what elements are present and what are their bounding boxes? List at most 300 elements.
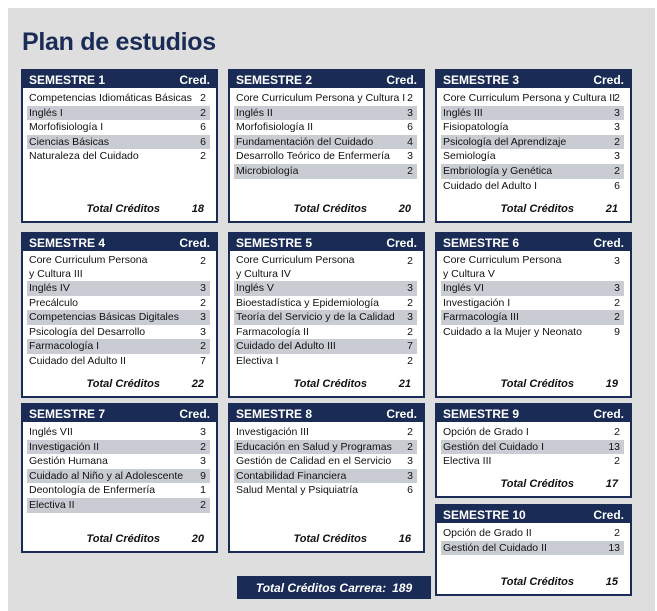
- course-name-line: Electiva II: [29, 498, 75, 511]
- course-credits: 3: [407, 469, 413, 482]
- total-label: Total Créditos: [293, 378, 367, 390]
- course-name: [443, 254, 561, 281]
- course-name-line: Microbiología: [236, 164, 299, 177]
- course-credits: 6: [200, 121, 206, 134]
- course-name-line: Inglés III: [443, 106, 483, 119]
- semester-total: [437, 203, 624, 217]
- semester-name: SEMESTRE 9: [443, 406, 520, 421]
- total-label: Total Créditos: [293, 533, 367, 545]
- semester-header: [230, 71, 423, 88]
- semester-card: [435, 504, 632, 596]
- course-row: [27, 106, 210, 121]
- course-name-line: Opción de Grado I: [443, 426, 529, 438]
- course-name-line: Farmacología II: [236, 325, 309, 338]
- career-total-value: 189: [392, 580, 413, 595]
- cred-header: Cred.: [593, 507, 624, 522]
- course-name-line: Inglés VII: [29, 426, 73, 438]
- course-name: [236, 483, 358, 498]
- course-credits: 2: [407, 296, 413, 309]
- total-label: Total Créditos: [500, 478, 574, 490]
- course-row: [27, 339, 210, 354]
- course-name: [443, 164, 552, 179]
- semester-name: SEMESTRE 4: [29, 235, 106, 250]
- course-credits: 2: [407, 92, 413, 104]
- course-row: [441, 440, 624, 455]
- course-credits: 2: [407, 325, 413, 338]
- course-name: [236, 339, 336, 354]
- course-credits: 2: [407, 354, 413, 367]
- course-name-line: Naturaleza del Cuidado: [29, 150, 139, 163]
- course-row: [234, 106, 417, 121]
- course-row: [234, 164, 417, 179]
- course-row: [441, 454, 624, 469]
- course-name: [236, 164, 298, 179]
- cred-header: Cred.: [179, 406, 210, 421]
- course-name: [29, 440, 99, 455]
- course-name-line: Inglés II: [236, 106, 273, 119]
- total-value: 21: [605, 203, 618, 215]
- course-name-line: Gestión de Calidad en el Servicio: [236, 455, 392, 468]
- course-credits: 2: [407, 255, 413, 267]
- course-name: [236, 135, 373, 150]
- semester-name: SEMESTRE 8: [236, 406, 313, 421]
- course-row: [234, 254, 417, 281]
- course-credits: 2: [407, 164, 413, 177]
- course-name: [29, 120, 103, 135]
- course-row: [27, 325, 210, 340]
- semester-total: [23, 533, 210, 547]
- course-credits: 2: [614, 527, 620, 539]
- course-name-line: Competencias Básicas Digitales: [29, 311, 179, 324]
- total-value: 22: [191, 378, 204, 390]
- course-name: [236, 354, 279, 369]
- course-name: [29, 91, 192, 106]
- course-credits: 2: [614, 296, 620, 309]
- course-row: [234, 325, 417, 340]
- course-credits: 9: [614, 325, 620, 338]
- total-value: 17: [605, 478, 618, 490]
- semester-header: [437, 405, 630, 422]
- career-total-label: Total Créditos Carrera:: [255, 580, 387, 595]
- course-name: [443, 281, 484, 296]
- course-name-line: Psicología del Aprendizaje: [443, 135, 567, 148]
- cred-header: Cred.: [179, 72, 210, 87]
- course-credits: 3: [407, 455, 413, 468]
- course-row: [234, 91, 417, 106]
- cred-header: Cred.: [593, 406, 624, 421]
- cred-header: Cred.: [386, 235, 417, 250]
- course-name: [236, 296, 379, 311]
- course-row: [234, 135, 417, 150]
- course-row: [27, 149, 210, 164]
- course-credits: 6: [200, 135, 206, 148]
- course-row: [441, 281, 624, 296]
- course-name-line: Core Curriculum Persona y Cultura I: [236, 92, 406, 104]
- total-label: Total Créditos: [86, 203, 160, 215]
- cred-header: Cred.: [593, 235, 624, 250]
- course-row: [234, 454, 417, 469]
- course-name-line: Competencias Idiomáticas Básicas: [29, 92, 192, 104]
- total-value: 19: [605, 378, 618, 390]
- course-credits: 3: [200, 311, 206, 324]
- semester-card: [435, 69, 632, 223]
- course-credits: 1: [200, 484, 206, 497]
- course-row: [27, 425, 210, 440]
- course-name: [236, 91, 405, 106]
- course-name-line: Farmacología I: [29, 340, 100, 353]
- course-name-line: Cuidado del Adulto III: [236, 340, 336, 353]
- course-name-line: Opción de Grado II: [443, 527, 532, 539]
- course-row: [27, 440, 210, 455]
- course-name: [29, 135, 109, 150]
- course-name-line: Farmacología III: [443, 311, 519, 324]
- course-row: [234, 281, 417, 296]
- course-name-line: Electiva III: [443, 455, 492, 468]
- course-credits: 3: [407, 106, 413, 119]
- course-row: [441, 310, 624, 325]
- course-credits: 13: [608, 440, 620, 453]
- course-list: [441, 526, 624, 555]
- course-row: [441, 254, 624, 281]
- course-name: [236, 440, 392, 455]
- course-name-line: Inglés IV: [29, 282, 70, 294]
- course-list: [441, 91, 624, 193]
- course-row: [441, 91, 624, 106]
- course-name-line: Embriología y Genética: [443, 164, 553, 177]
- course-credits: 9: [200, 469, 206, 482]
- course-name-line: Morfofisiología II: [236, 121, 314, 134]
- course-name: [236, 310, 395, 325]
- total-label: Total Créditos: [500, 203, 574, 215]
- course-name: [443, 91, 615, 106]
- course-name: [443, 179, 537, 194]
- cred-header: Cred.: [593, 72, 624, 87]
- course-name-line: Salud Mental y Psiquiatría: [236, 484, 358, 497]
- course-row: [27, 120, 210, 135]
- course-credits: 3: [200, 426, 206, 438]
- total-value: 15: [605, 576, 618, 588]
- course-name-line: Deontología de Enfermería: [29, 484, 156, 497]
- course-credits: 2: [200, 150, 206, 163]
- course-name-line: Educación en Salud y Programas: [236, 440, 392, 453]
- course-name-line: Gestión del Cuidado II: [443, 541, 547, 554]
- course-list: [27, 425, 210, 513]
- course-credits: 2: [614, 455, 620, 468]
- course-name-line: Morfofisiología I: [29, 121, 104, 134]
- course-name-line: Gestión Humana: [29, 455, 108, 468]
- course-credits: 6: [407, 484, 413, 497]
- course-name: [29, 310, 179, 325]
- course-name: [236, 325, 309, 340]
- course-name-line: y Cultura IV: [236, 267, 291, 280]
- course-row: [27, 454, 210, 469]
- course-name-line: Fisiopatología: [443, 121, 509, 134]
- semester-name: SEMESTRE 1: [29, 72, 106, 87]
- course-name: [443, 454, 491, 469]
- course-credits: 2: [200, 255, 206, 267]
- course-name: [29, 469, 183, 484]
- course-name-line: Inglés VI: [443, 282, 484, 294]
- course-row: [27, 135, 210, 150]
- page-title: Plan de estudios: [22, 28, 216, 56]
- course-row: [27, 91, 210, 106]
- course-row: [234, 120, 417, 135]
- semester-name: SEMESTRE 6: [443, 235, 520, 250]
- course-credits: 3: [200, 455, 206, 468]
- course-credits: 3: [614, 121, 620, 134]
- course-name-line: Core Curriculum Persona: [236, 254, 355, 266]
- course-credits: 3: [614, 150, 620, 163]
- course-name-line: Investigación II: [29, 440, 100, 453]
- course-row: [234, 310, 417, 325]
- course-name-line: Gestión del Cuidado I: [443, 440, 544, 453]
- course-row: [441, 149, 624, 164]
- course-credits: 2: [200, 92, 206, 104]
- total-value: 21: [398, 378, 411, 390]
- course-credits: 7: [407, 340, 413, 353]
- course-list: [27, 91, 210, 164]
- course-row: [234, 339, 417, 354]
- course-name: [29, 498, 75, 513]
- semester-card: [228, 403, 425, 553]
- semester-total: [23, 203, 210, 217]
- course-name-line: Precálculo: [29, 296, 79, 309]
- course-list: [234, 425, 417, 498]
- semester-total: [437, 378, 624, 392]
- course-row: [27, 281, 210, 296]
- total-label: Total Créditos: [293, 203, 367, 215]
- course-credits: 13: [608, 541, 620, 554]
- course-credits: 2: [614, 135, 620, 148]
- semester-header: [23, 234, 216, 251]
- course-credits: 2: [200, 296, 206, 309]
- semester-total: [437, 576, 624, 590]
- course-name: [236, 149, 390, 164]
- course-name-line: Core Curriculum Persona: [29, 254, 148, 266]
- total-label: Total Créditos: [500, 576, 574, 588]
- course-row: [234, 425, 417, 440]
- course-credits: 2: [200, 498, 206, 511]
- course-name: [443, 526, 532, 541]
- course-credits: 2: [614, 426, 620, 438]
- course-credits: 2: [614, 164, 620, 177]
- course-name: [443, 106, 483, 121]
- total-label: Total Créditos: [86, 378, 160, 390]
- semester-card: [435, 403, 632, 498]
- course-credits: 6: [614, 179, 620, 192]
- course-credits: 3: [407, 150, 413, 163]
- course-name-line: Cuidado a la Mujer y Neonato: [443, 325, 582, 338]
- course-row: [27, 254, 210, 281]
- course-credits: 7: [200, 354, 206, 367]
- course-name: [29, 296, 78, 311]
- course-row: [441, 120, 624, 135]
- course-row: [234, 354, 417, 369]
- course-name-line: Semiología: [443, 150, 496, 163]
- semester-header: [230, 234, 423, 251]
- semester-total: [23, 378, 210, 392]
- course-name-line: Bioestadística y Epidemiología: [236, 296, 379, 309]
- course-name-line: Contabilidad Financiera: [236, 469, 347, 482]
- semester-name: SEMESTRE 2: [236, 72, 313, 87]
- course-name: [29, 254, 147, 281]
- course-list: [441, 425, 624, 469]
- course-name: [29, 339, 99, 354]
- course-name-line: Electiva I: [236, 354, 279, 367]
- semester-total: [230, 203, 417, 217]
- course-name: [236, 425, 309, 440]
- semester-name: SEMESTRE 10: [443, 507, 526, 522]
- course-name: [443, 120, 508, 135]
- course-row: [441, 526, 624, 541]
- course-row: [441, 135, 624, 150]
- course-name-line: Fundamentación del Cuidado: [236, 135, 374, 148]
- semester-name: SEMESTRE 5: [236, 235, 313, 250]
- course-name: [236, 120, 313, 135]
- career-total: [237, 576, 431, 599]
- course-credits: 3: [614, 106, 620, 119]
- course-name: [29, 106, 63, 121]
- course-row: [441, 164, 624, 179]
- course-name: [443, 541, 547, 556]
- course-name: [236, 454, 391, 469]
- course-credits: 2: [407, 440, 413, 453]
- course-name-line: Investigación III: [236, 426, 309, 438]
- course-name-line: Cuidado al Niño y al Adolescente: [29, 469, 184, 482]
- course-list: [27, 254, 210, 369]
- course-row: [27, 469, 210, 484]
- course-name-line: Inglés V: [236, 282, 274, 294]
- total-value: 20: [398, 203, 411, 215]
- course-name: [236, 469, 346, 484]
- semester-name: SEMESTRE 3: [443, 72, 520, 87]
- course-name: [29, 149, 139, 164]
- semester-header: [230, 405, 423, 422]
- course-row: [27, 498, 210, 513]
- semester-header: [437, 234, 630, 251]
- total-value: 20: [191, 533, 204, 545]
- course-row: [27, 354, 210, 369]
- course-row: [27, 310, 210, 325]
- cred-header: Cred.: [386, 72, 417, 87]
- semester-header: [437, 71, 630, 88]
- course-name-line: Investigación I: [443, 296, 511, 309]
- course-name-line: y Cultura V: [443, 267, 495, 280]
- plan-page: [8, 8, 655, 611]
- semester-card: [228, 69, 425, 223]
- course-credits: 3: [407, 311, 413, 324]
- course-name: [443, 310, 519, 325]
- semester-total: [437, 478, 624, 492]
- course-name-line: Teoría del Servicio y de la Calidad: [236, 311, 395, 324]
- course-name-line: Cuidado del Adulto I: [443, 179, 537, 192]
- semester-total: [230, 533, 417, 547]
- course-credits: 3: [200, 325, 206, 338]
- course-row: [27, 483, 210, 498]
- course-credits: 2: [407, 426, 413, 438]
- course-list: [441, 254, 624, 339]
- course-name: [236, 106, 273, 121]
- course-name: [443, 440, 544, 455]
- semester-card: [21, 232, 218, 398]
- course-credits: 2: [200, 106, 206, 119]
- semester-card: [21, 403, 218, 553]
- course-row: [441, 296, 624, 311]
- course-row: [234, 483, 417, 498]
- course-name: [29, 425, 73, 440]
- course-row: [441, 106, 624, 121]
- total-label: Total Créditos: [500, 378, 574, 390]
- semester-card: [228, 232, 425, 398]
- course-list: [234, 91, 417, 179]
- course-name: [236, 254, 354, 281]
- course-name-line: Psicología del Desarrollo: [29, 325, 146, 338]
- course-credits: 2: [200, 440, 206, 453]
- course-credits: 4: [407, 135, 413, 148]
- course-row: [234, 469, 417, 484]
- course-row: [27, 296, 210, 311]
- course-name: [443, 135, 566, 150]
- course-credits: 2: [200, 340, 206, 353]
- course-credits: 2: [614, 311, 620, 324]
- total-value: 16: [398, 533, 411, 545]
- course-credits: 6: [407, 121, 413, 134]
- total-value: 18: [191, 203, 204, 215]
- cred-header: Cred.: [179, 235, 210, 250]
- cred-header: Cred.: [386, 406, 417, 421]
- course-credits: 2: [614, 92, 620, 104]
- course-row: [234, 440, 417, 455]
- course-credits: 3: [200, 282, 206, 294]
- semester-total: [230, 378, 417, 392]
- semester-card: [21, 69, 218, 223]
- course-name: [29, 454, 108, 469]
- semester-card: [435, 232, 632, 398]
- course-credits: 3: [407, 282, 413, 294]
- course-name: [29, 325, 145, 340]
- course-row: [441, 179, 624, 194]
- course-credits: 3: [614, 282, 620, 294]
- course-name: [443, 325, 582, 340]
- course-credits: 3: [614, 255, 620, 267]
- course-row: [234, 149, 417, 164]
- course-name: [443, 149, 496, 164]
- course-name-line: Core Curriculum Persona: [443, 254, 562, 266]
- course-name: [443, 296, 510, 311]
- course-row: [441, 325, 624, 340]
- course-name-line: Inglés I: [29, 106, 63, 119]
- course-name-line: Desarrollo Teórico de Enfermería: [236, 150, 390, 163]
- course-name: [29, 483, 155, 498]
- course-row: [441, 541, 624, 556]
- course-name: [29, 281, 70, 296]
- semester-header: [23, 71, 216, 88]
- course-name: [443, 425, 529, 440]
- total-label: Total Créditos: [86, 533, 160, 545]
- semester-header: [23, 405, 216, 422]
- course-list: [234, 254, 417, 369]
- course-name: [29, 354, 126, 369]
- course-row: [234, 296, 417, 311]
- course-name-line: Core Curriculum Persona y Cultura II: [443, 92, 616, 104]
- course-name-line: Cuidado del Adulto II: [29, 354, 126, 367]
- semester-name: SEMESTRE 7: [29, 406, 106, 421]
- course-name: [236, 281, 274, 296]
- semester-header: [437, 506, 630, 523]
- course-name-line: Ciencias Básicas: [29, 135, 109, 148]
- course-name-line: y Cultura III: [29, 267, 83, 280]
- course-row: [441, 425, 624, 440]
